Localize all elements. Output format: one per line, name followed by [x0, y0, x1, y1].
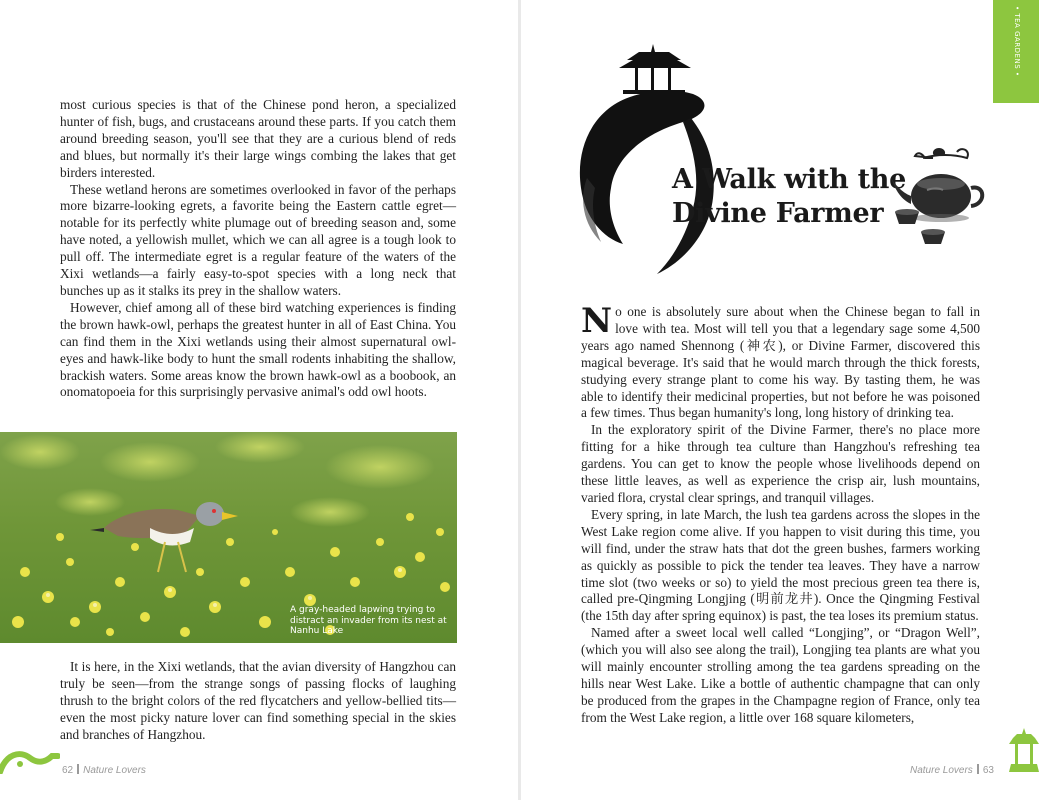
section-name: Nature Lovers [83, 765, 146, 776]
wave-ornament-icon [0, 744, 60, 774]
left-page [0, 0, 518, 800]
pagoda-pavilion-icon [1009, 728, 1039, 776]
title-line-2: Divine Farmer [672, 198, 884, 229]
photo-caption: A gray-headed lapwing trying to distract an invader from its nest at Nanhu Lake [290, 605, 447, 636]
drop-cap: N [581, 301, 613, 341]
paragraph: Named after a sweet local well called “Longjing”, or “Dragon Well”, (which you will also see along the trail), Longjing tea plants are what you will mainly encounter strolling among the tea gardens spreading on the hills near West Lake. Like a bottle of authentic champagne that can only be produced from the grapes in the Champagne region of France, only tea from the West Lake region, a little over 168 square kilometers, [581, 625, 980, 725]
section-name: Nature Lovers [910, 765, 973, 776]
ink-brush-pagoda-illustration [573, 38, 723, 278]
paragraph: Every spring, in late March, the lush tea gardens across the slopes in the West Lake region come alive. If you happen to visit during this time, you will find, under the straw hats that dot the green bushes, farmers working as quickly as possible to pick the tender tea leaves. They have a narrow time slot (two weeks or so) to yield the most precious green tea there is, called pre-Qingming Longjing (明前龙井). Once the Qingming Festival (the 15th day after spring equinox) is past, the tea loses its premium status. [581, 506, 980, 624]
paragraph: These wetland herons are sometimes overlooked in favor of the perhaps more bizarre-looking egrets, a favorite being the Eastern cattle egret—notable for its perfectly white plumage out of breeding season and, some have noted, a yellowish mullet, which we can all agree is a tough look to pull off. The intermediate egret is a regular feature of the waters of the Xixi wetlands—a fairly easy-to-spot species with a long neck that bunches up as it stalks its prey in the shallow waters. [60, 181, 456, 298]
article-title [672, 163, 906, 231]
paragraph: No one is absolutely sure about when the Chinese began to fall in love with tea. Most will tell you that a legendary sage some 4,500 years ago named Shennong (神农), or Divine Farmer, discovered this magical beverage. It's said that he would march through the thick forests, studying every strange plant to come his way. By tasting them, he was able to identify their medicinal properties, but not before he was poisoned a few times. Thus began humanity's long, long history of drinking tea. [581, 301, 980, 421]
page-number: 63 [982, 765, 994, 776]
chapter-tab [993, 0, 1039, 103]
left-footer [62, 764, 146, 776]
teacup-icon [893, 206, 921, 228]
right-footer [910, 764, 994, 776]
right-page [521, 0, 1039, 800]
page-number: 62 [62, 765, 74, 776]
paragraph: In the exploratory spirit of the Divine Farmer, there's no place more fitting for a hike through tea culture than Hangzhou's refreshing tea gardens. You can get to know the people whose livelihoods depend on these little leaves, as well as experience the crisp air, lush mountains, varied flora, crystal clear springs, and tranquil villages. [581, 422, 980, 505]
left-closing-text [60, 659, 456, 744]
paragraph: However, chief among all of these bird watching experiences is finding the brown hawk-owl, perhaps the greatest hunter in all of East China. You can find them in the Xixi wetlands using their almost supernatural owl-eyes and hawk-like body to hunt the small rodents inhabiting the shallow, brackish waters. Some areas know the brown hawk-owl as a boobook, an onomatopoeia for this surprisingly pervasive animal's odd owl hoots. [60, 299, 456, 400]
paragraph: most curious species is that of the Chinese pond heron, a specialized hunter of fish, bugs, and crustaceans around these parts. If you catch them around breeding season, you'll see that they are a curious blend of reds and blues, but normally it's their large wings combing the lakes that get birders interested. [60, 97, 456, 180]
title-line-1: A Walk with the [672, 164, 906, 195]
pagoda-pavilion-icon [619, 44, 691, 94]
chapter-tab-label: • TEA GARDENS • [1013, 6, 1021, 77]
teacup-icon [919, 226, 947, 248]
left-text-column [60, 97, 456, 401]
paragraph: It is here, in the Xixi wetlands, that the avian diversity of Hangzhou can truly be seen—from the strange songs of passing flocks of laughing thrush to the bright colors of the red flycatchers and yellow-bellied tits—even the most picky nature lover can find something special in the skies and branches of Hangzhou. [60, 659, 456, 742]
right-text-column [581, 301, 980, 727]
